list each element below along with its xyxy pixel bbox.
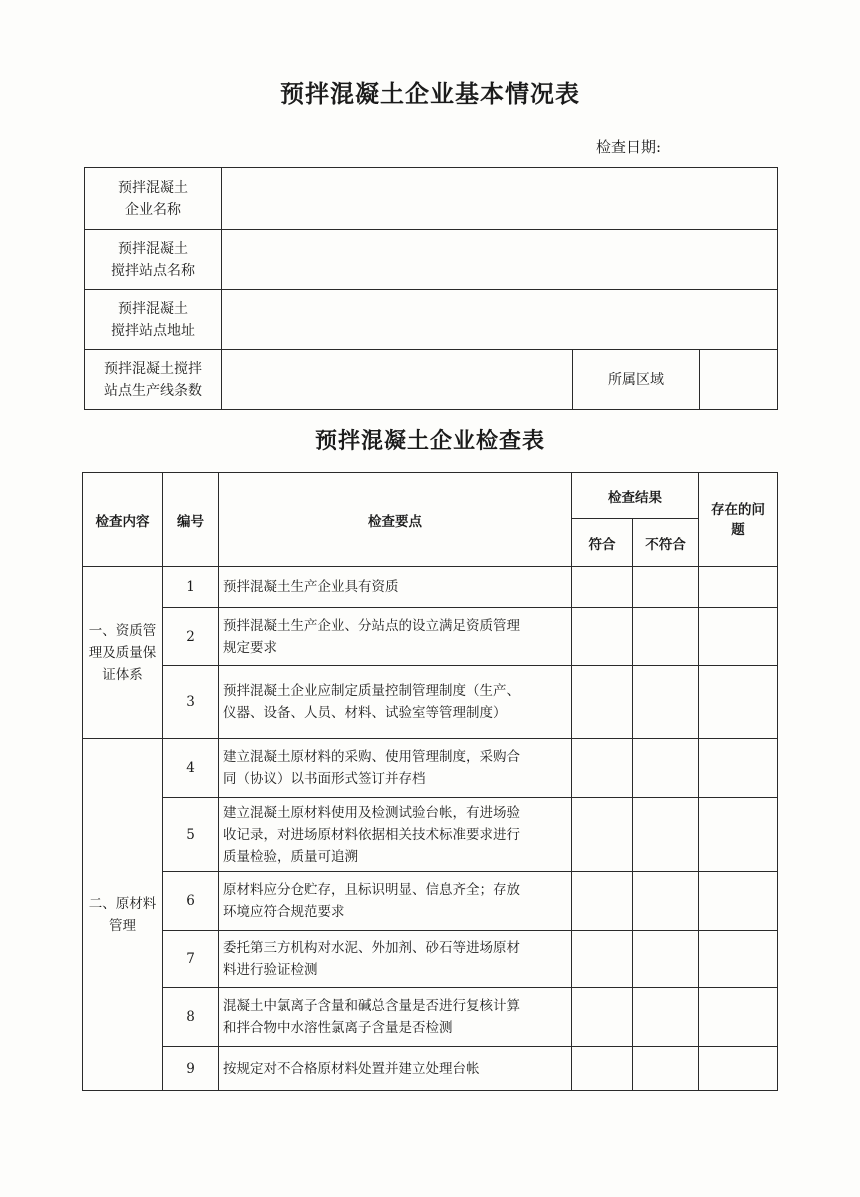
conform-cell[interactable] — [572, 872, 633, 931]
issue-cell[interactable] — [699, 931, 778, 988]
inspection-table — [82, 472, 778, 1091]
header-number: 编号 — [163, 473, 219, 567]
nonconform-cell[interactable] — [633, 988, 699, 1047]
table-row — [83, 872, 778, 931]
conform-cell[interactable] — [572, 567, 633, 608]
station-address-label: 预拌混凝土 搅拌站点地址 — [85, 290, 222, 350]
item-point: 预拌混凝土生产企业具有资质 — [219, 567, 572, 608]
header-points: 检查要点 — [219, 473, 572, 567]
issue-cell[interactable] — [699, 608, 778, 666]
header-result: 检查结果 — [572, 473, 699, 519]
issue-cell[interactable] — [699, 798, 778, 872]
nonconform-cell[interactable] — [633, 739, 699, 798]
nonconform-cell[interactable] — [633, 608, 699, 666]
issue-cell[interactable] — [699, 739, 778, 798]
item-number: 4 — [163, 739, 219, 798]
table-row — [85, 350, 778, 410]
issue-cell[interactable] — [699, 988, 778, 1047]
item-point: 委托第三方机构对水泥、外加剂、砂石等进场原材 料进行验证检测 — [219, 931, 572, 988]
item-point: 混凝土中氯离子含量和碱总含量是否进行复核计算 和拌合物中水溶性氯离子含量是否检测 — [219, 988, 572, 1047]
table-row — [85, 230, 778, 290]
nonconform-cell[interactable] — [633, 1047, 699, 1091]
item-point: 预拌混凝土企业应制定质量控制管理制度（生产、 仪器、设备、人员、材料、试验室等管理制度） — [219, 666, 572, 739]
station-name-field[interactable] — [222, 230, 778, 290]
conform-cell[interactable] — [572, 988, 633, 1047]
item-number: 6 — [163, 872, 219, 931]
table-row — [83, 567, 778, 608]
nonconform-cell[interactable] — [633, 798, 699, 872]
item-number: 7 — [163, 931, 219, 988]
item-number: 3 — [163, 666, 219, 739]
table-row — [85, 290, 778, 350]
item-number: 1 — [163, 567, 219, 608]
table-row — [83, 1047, 778, 1091]
item-number: 9 — [163, 1047, 219, 1091]
table-row — [83, 988, 778, 1047]
header-conform: 符合 — [572, 519, 633, 567]
station-address-field[interactable] — [222, 290, 778, 350]
nonconform-cell[interactable] — [633, 666, 699, 739]
section-qualification: 一、资质管 理及质量保 证体系 — [83, 567, 163, 739]
issue-cell[interactable] — [699, 666, 778, 739]
conform-cell[interactable] — [572, 608, 633, 666]
issue-cell[interactable] — [699, 567, 778, 608]
table-row — [83, 798, 778, 872]
item-point: 建立混凝土原材料的采购、使用管理制度，采购合 同（协议）以书面形式签订并存档 — [219, 739, 572, 798]
line-count-label: 预拌混凝土搅拌 站点生产线条数 — [85, 350, 222, 410]
section-raw-materials: 二、原材料 管理 — [83, 739, 163, 1091]
issue-cell[interactable] — [699, 1047, 778, 1091]
table-row — [85, 168, 778, 230]
issue-cell[interactable] — [699, 872, 778, 931]
inspection-title: 预拌混凝土企业检查表 — [314, 428, 545, 454]
line-count-field[interactable] — [222, 350, 573, 410]
header-row — [83, 473, 778, 519]
region-field[interactable] — [700, 350, 778, 410]
item-number: 8 — [163, 988, 219, 1047]
item-point: 预拌混凝土生产企业、分站点的设立满足资质管理 规定要求 — [219, 608, 572, 666]
conform-cell[interactable] — [572, 1047, 633, 1091]
table-row — [83, 739, 778, 798]
header-issues: 存在的问 题 — [699, 473, 778, 567]
conform-cell[interactable] — [572, 739, 633, 798]
basic-info-table — [84, 167, 778, 410]
basic-info-title: 预拌混凝土企业基本情况表 — [280, 79, 580, 108]
item-point: 原材料应分仓贮存，且标识明显、信息齐全；存放 环境应符合规范要求 — [219, 872, 572, 931]
header-content: 检查内容 — [83, 473, 163, 567]
check-date-label: 检查日期: — [596, 138, 662, 156]
item-point: 按规定对不合格原材料处置并建立处理台帐 — [219, 1047, 572, 1091]
item-point: 建立混凝土原材料使用及检测试验台帐，有进场验 收记录，对进场原材料依据相关技术标准要求进行 质量检验，质量可追溯 — [219, 798, 572, 872]
nonconform-cell[interactable] — [633, 567, 699, 608]
conform-cell[interactable] — [572, 666, 633, 739]
item-number: 5 — [163, 798, 219, 872]
table-row — [83, 666, 778, 739]
station-name-label: 预拌混凝土 搅拌站点名称 — [85, 230, 222, 290]
company-name-field[interactable] — [222, 168, 778, 230]
header-nonconform: 不符合 — [633, 519, 699, 567]
conform-cell[interactable] — [572, 798, 633, 872]
company-name-label: 预拌混凝土 企业名称 — [85, 168, 222, 230]
table-row — [83, 608, 778, 666]
table-row — [83, 931, 778, 988]
conform-cell[interactable] — [572, 931, 633, 988]
item-number: 2 — [163, 608, 219, 666]
nonconform-cell[interactable] — [633, 872, 699, 931]
region-label: 所属区域 — [573, 350, 700, 410]
nonconform-cell[interactable] — [633, 931, 699, 988]
